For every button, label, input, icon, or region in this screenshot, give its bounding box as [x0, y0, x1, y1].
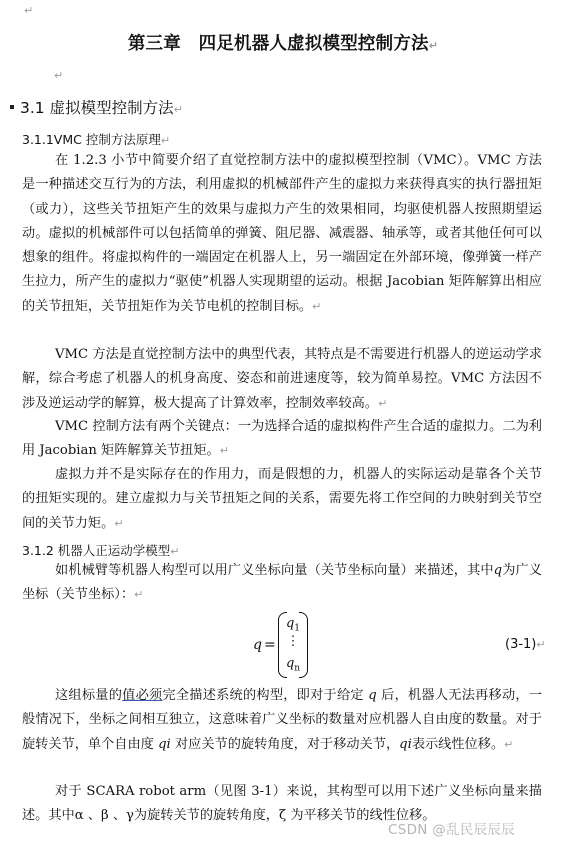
paragraph-vmc-keypoints [22, 415, 542, 464]
paragraph-text: 后，机器人无法再移动，一般情况下，坐标之间相互独立，这意味着广义坐标的数量对应机器人自由度的数量。对于旋转关节，单个自由度 [22, 688, 543, 752]
paragraph-mark: ↵ [24, 4, 34, 17]
paragraph-text: VMC 方法是直觉控制方法中的典型代表，其特点是不需要进行机器人的逆运动学求解，综合考虑了机器人的机身高度、姿态和前进速度等，较为简单易控。VMC 方法因不涉及逆运动学的解算，极大提高了计算效率，控制效率较高。 [22, 347, 542, 411]
return-mark: ↵ [160, 134, 171, 147]
return-mark: ↵ [173, 103, 183, 116]
variable-qi: qi [158, 736, 171, 752]
return-mark: ↵ [378, 396, 388, 410]
equation-3-1 [0, 610, 566, 680]
return-mark: ↵ [170, 545, 180, 558]
paragraph-text: 这组标量的 [55, 688, 123, 703]
paragraph-text: 对应关节的旋转角度，对于移动关节， [174, 736, 400, 752]
chapter-title-text: 第三章 四足机器人虚拟模型控制方法 [127, 34, 429, 54]
watermark: CSDN @乱民辰辰辰 [388, 822, 516, 838]
paragraph-text: VMC 控制方法有两个关键点：一为选择合适的虚拟构件产生合适的虚拟力。二为利用 Jacobian 矩阵解算关节扭矩。 [22, 419, 542, 459]
section-title-text: 3.1 虚拟模型控制方法 [20, 99, 174, 117]
return-mark: ↵ [219, 444, 229, 458]
equation-operator: = [264, 637, 276, 653]
subsection-title-2 [22, 541, 180, 559]
vector-entry-first: $q_1$ [285, 616, 301, 634]
return-mark: ↵ [428, 39, 439, 52]
paragraph-vmc-features [22, 343, 542, 416]
subsection-title-text: 3.1.1VMC 控制方法原理 [22, 132, 161, 147]
column-vector [278, 612, 308, 676]
paragraph-text: 在 1.2.3 小节中简要介绍了直觉控制方法中的虚拟模型控制（VMC）。VMC 方法是一种描述交互行为的方法，利用虚拟的机械部件产生的虚拟力来获得真实的执行器扭矩（或力），这些关节扭矩产生的效果与虚拟力产生的效果相同，均驱使机器人按照期望运动。虚拟的机械部件可以包括简单的弹簧、阻尼器、减震器、轴承等，或者其他任何可以想象的组件。将虚拟构件的一端固定在机器人上，另一端固定在外部环境，像弹簧一样产生拉力，所产生的虚拟力“驱使”机器人实现期望的运动。根据 Jacobian 矩阵解算出相应的关节扭矩，关节扭矩作为关节电机的控制目标。 [22, 153, 542, 314]
return-mark: ↵ [504, 737, 514, 751]
variable-q: q [493, 563, 503, 578]
paragraph-vmc-intro [22, 149, 542, 319]
return-mark: ↵ [134, 588, 144, 602]
paragraph-text: 虚拟力并不是实际存在的作用力，而是假想的力，机器人的实际运动是靠各个关节的扭矩实现的。建立虚拟力与关节扭矩之间的关系，需要先将工作空间的力映射到关节空间的关节力矩。 [22, 467, 542, 531]
paragraph-text: 表示线性位移。 [411, 736, 505, 752]
equation-number: (3-1)↵ [505, 637, 546, 652]
subsection-title-1 [22, 130, 170, 148]
vector-entry-ellipsis: ⋮ [286, 634, 300, 649]
underlined-phrase: 值必须 [122, 688, 163, 703]
paragraph-text: 完全描述系统的构型，即对于给定 [162, 688, 364, 703]
paragraph-config-description [22, 684, 542, 757]
blank-line-mark: ↵ [54, 69, 64, 82]
paragraph-text: 对于 SCARA robot arm（见图 3-1）来说，其构型可以用下述广义坐标向量来描述。其中α 、β 、γ为旋转关节的旋转角度，ζ 为平移关节的线性位移。 [22, 784, 542, 824]
heading-bullet-icon [10, 105, 14, 109]
chapter-title [0, 30, 566, 55]
paragraph-text: 如机械臂等机器人构型可以用广义坐标向量（关节坐标向量）来描述，其中 [55, 563, 494, 578]
paragraph-generalized-coords [22, 559, 542, 608]
section-title [10, 96, 183, 118]
paragraph-text: 为广义坐标（关节坐标）： [22, 563, 543, 603]
return-mark: ↵ [312, 299, 322, 313]
paragraph-virtual-force [22, 463, 542, 536]
vector-entry-last: $q_n$ [285, 656, 301, 674]
return-mark: ↵ [114, 516, 124, 530]
subsection-title-text: 3.1.2 机器人正运动学模型 [22, 543, 171, 558]
variable-q: q [368, 688, 377, 703]
variable-qi: qi [399, 736, 412, 752]
equation-lhs: q [253, 637, 262, 653]
